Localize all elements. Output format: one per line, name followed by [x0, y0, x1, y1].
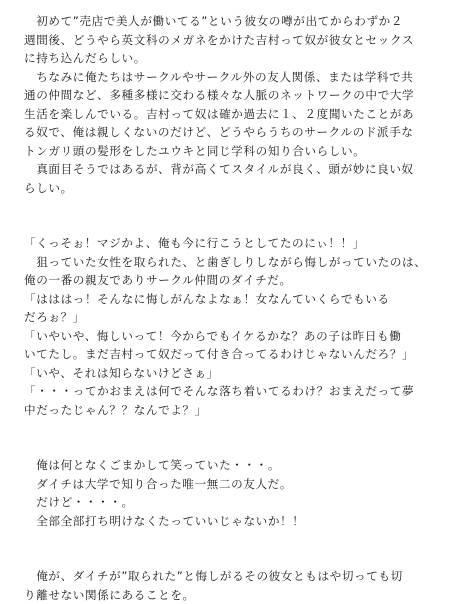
text-line: 真面目そうではあるが、背が高くてスタイルが良く、頭が妙に良い奴 — [24, 160, 448, 179]
text-line: り離せない関係にあることを。 — [24, 586, 448, 604]
text-line: 「くっそぉ！マジかよ、俺も今に行こうとしてたのにぃ！！」 — [24, 234, 448, 253]
blank-line — [24, 549, 448, 568]
text-line: らしい。 — [24, 179, 448, 198]
blank-line — [24, 216, 448, 235]
text-line: 「はははっ！そんなに悔しがんなよなぁ！女なんていくらでもいる — [24, 290, 448, 309]
text-line: 俺は何となくごまかして笑っていた・・・。 — [24, 456, 448, 475]
text-line: 俺が、ダイチが”取られた”と悔しがるその彼女ともはや切っても切 — [24, 567, 448, 586]
text-line: トンガリ頭の髪形をしたユウキと同じ学科の知り合いらしい。 — [24, 142, 448, 161]
text-line: 全部全部打ち明けなくたっていいじゃないか！！ — [24, 512, 448, 531]
text-line: 初めて”売店で美人が働いてる”という彼女の噂が出てからわずか２ — [24, 12, 448, 31]
text-line: 俺の一番の親友でありサークル仲間のダイチだ。 — [24, 271, 448, 290]
text-line: 「いや、それは知らないけどさぁ」 — [24, 364, 448, 383]
text-line: ダイチは大学で知り合った唯一無二の友人だ。 — [24, 475, 448, 494]
text-line: 生活を楽しんでいる。吉村って奴は確か過去に１、２度聞いたことがあ — [24, 105, 448, 124]
text-line: 「いやいや、悔しいって！今からでもイケるかな？あの子は昨日も働 — [24, 327, 448, 346]
blank-line — [24, 530, 448, 549]
text-line: 通の仲間など、多種多様に交わる様々な人脈のネットワークの中で大学 — [24, 86, 448, 105]
text-line: だけど・・・・。 — [24, 493, 448, 512]
text-line: ちなみに俺たちはサークルやサークル外の友人関係、または学科で共 — [24, 68, 448, 87]
blank-line — [24, 438, 448, 457]
blank-line — [24, 197, 448, 216]
text-line: 狙っていた女性を取られた、と歯ぎしりしながら悔しがっていたのは、 — [24, 253, 448, 272]
blank-line — [24, 419, 448, 438]
text-line: いてたし。まだ吉村って奴だって付き合ってるわけじゃないんだろ？」 — [24, 345, 448, 364]
text-line: 中だったじゃん？？なんでよ？」 — [24, 401, 448, 420]
text-line: 週間後、どうやら英文科のメガネをかけた吉村って奴が彼女とセックス — [24, 31, 448, 50]
text-line: 「・・・ってかおまえは何でそんな落ち着いてるわけ？おまえだって夢 — [24, 382, 448, 401]
text-line: る奴で、俺は親しくないのだけど、どうやらうちのサークルのド派手な — [24, 123, 448, 142]
text-line: に持ち込んだらしい。 — [24, 49, 448, 68]
body-text — [24, 12, 448, 604]
text-line: だろぉ？」 — [24, 308, 448, 327]
